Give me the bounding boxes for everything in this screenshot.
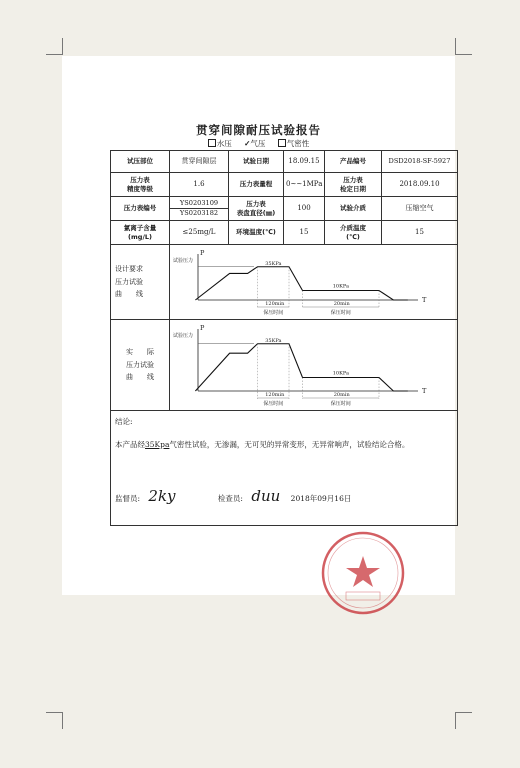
pressure-curve-line <box>195 267 407 300</box>
test-date-label: 试验日期 <box>229 151 284 173</box>
y-marker-label: 试验压力 <box>173 333 194 339</box>
dial-label: 压力表 表盘直径(㎜) <box>229 197 284 221</box>
test-date-value: 18.09.15 <box>284 151 325 173</box>
crop-mark-top-right <box>455 38 472 55</box>
env-temp-value: 15 <box>284 221 325 245</box>
product-no-value: DSD2018-SF-5927 <box>382 151 458 173</box>
hold1-caption: 保压时间 <box>263 401 284 407</box>
env-temp-label: 环境温度(℃) <box>229 221 284 245</box>
hold1-caption: 保压时间 <box>263 310 284 316</box>
gauge-calib-value: 2018.09.10 <box>382 173 458 197</box>
actual-curve-label: 实 际 压力试验 曲 线 <box>111 320 170 411</box>
hold2-caption: 保压时间 <box>330 401 351 407</box>
product-no-label: 产品编号 <box>325 151 382 173</box>
pressure-curve-line <box>195 344 407 391</box>
gauge-calib-label: 压力表 检定日期 <box>325 173 382 197</box>
design-curve-label: 设计要求 压力试验 曲 线 <box>111 245 170 320</box>
gauge-grade-label: 压力表 精度等级 <box>111 173 170 197</box>
gauge-range-value: 0~~1MPa <box>284 173 325 197</box>
checkbox-empty-icon <box>278 139 286 147</box>
supervisor-label: 监督员: <box>115 494 141 503</box>
chloride-value: ≤25mg/L <box>170 221 229 245</box>
inspector-signature: duu <box>251 487 281 505</box>
crop-mark-bottom-left <box>46 712 63 729</box>
hold1-duration-label: 120min <box>265 392 285 398</box>
low-pressure-label: 10KPa <box>332 370 349 377</box>
test-part-value: 贯穿间隙层 <box>170 151 229 173</box>
gauge-range-label: 压力表量程 <box>229 173 284 197</box>
option-airtight: 气密性 <box>278 139 310 148</box>
report-title: 贯穿间隙耐压试验报告 <box>196 123 321 137</box>
report-date: 2018年09月16日 <box>290 494 352 503</box>
company-seal-stamp <box>320 530 406 616</box>
design-curve-cell <box>170 245 458 320</box>
option-air: ✓气压 <box>244 139 266 148</box>
inspector-label: 检查员: <box>217 494 243 503</box>
high-pressure-label: 35KPa <box>265 260 282 267</box>
hold2-duration-label: 20min <box>333 392 350 398</box>
design-pressure-chart <box>172 246 459 318</box>
medium-temp-label: 介质温度 (℃) <box>325 221 382 245</box>
info-table <box>110 150 458 526</box>
signature-line <box>115 487 445 507</box>
hold1-duration-label: 120min <box>265 301 285 307</box>
high-pressure-label: 35KPa <box>265 337 282 344</box>
medium-label: 试验介质 <box>325 197 382 221</box>
crop-mark-bottom-right <box>455 712 472 729</box>
option-water: 水压 <box>208 139 232 148</box>
seal-star-icon <box>346 556 380 587</box>
chloride-label: 氯离子含量 (mg/L) <box>111 221 170 245</box>
gauge-no-label: 压力表编号 <box>111 197 170 221</box>
actual-pressure-chart <box>172 321 459 409</box>
test-part-label: 试压部位 <box>111 151 170 173</box>
x-axis-letter: T <box>422 387 427 395</box>
conclusion-cell <box>111 411 458 526</box>
test-type-options <box>62 138 455 149</box>
supervisor-signature: 2ky <box>148 487 176 505</box>
y-marker-label: 试验压力 <box>173 258 194 264</box>
gauge-no-value: YS0203109 YS0203182 <box>170 197 229 221</box>
conclusion-text: 本产品经35Kpa气密性试验，无渗漏，无可见的异常变形，无异常响声，试验结论合格。 <box>115 439 410 449</box>
hold2-duration-label: 20min <box>333 301 350 307</box>
x-axis-letter: T <box>422 296 427 304</box>
checkmark-icon: ✓ <box>244 139 251 148</box>
y-axis-letter: P <box>200 324 205 332</box>
checkbox-empty-icon <box>208 139 216 147</box>
low-pressure-label: 10KPa <box>332 283 349 290</box>
report-sheet <box>62 56 455 595</box>
conclusion-label: 结论: <box>115 417 133 426</box>
dial-value: 100 <box>284 197 325 221</box>
medium-temp-value: 15 <box>382 221 458 245</box>
medium-value: 压缩空气 <box>382 197 458 221</box>
crop-mark-top-left <box>46 38 63 55</box>
y-axis-letter: P <box>200 249 205 257</box>
hold2-caption: 保压时间 <box>330 310 351 316</box>
gauge-grade-value: 1.6 <box>170 173 229 197</box>
actual-curve-cell <box>170 320 458 411</box>
